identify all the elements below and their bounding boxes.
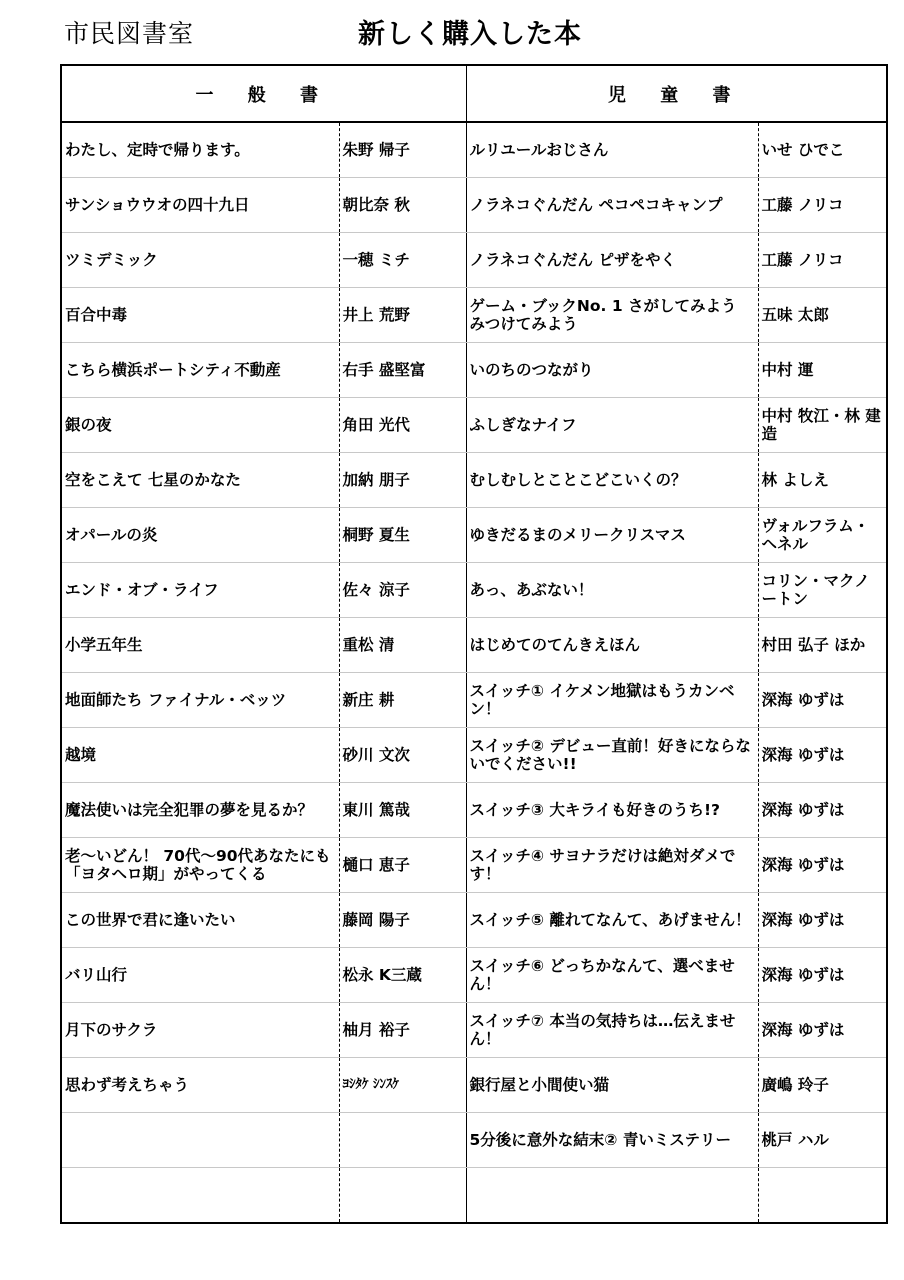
children-book-author: 中村 運 <box>758 343 887 398</box>
children-book-title: スイッチ⑥ どっちかなんて、選べません！ <box>466 948 758 1003</box>
table-row <box>61 233 887 288</box>
table-row <box>61 1003 887 1058</box>
children-book-title: むしむしとことこどこいくの？ <box>466 453 758 508</box>
children-book-title: ルリユールおじさん <box>466 122 758 178</box>
children-book-author: 桃戸 ハル <box>758 1113 887 1168</box>
children-book-author: コリン・マクノートン <box>758 563 887 618</box>
general-book-title: 地面師たち ファイナル・ベッツ <box>61 673 339 728</box>
general-book-author: 佐々 涼子 <box>339 563 466 618</box>
children-book-author: 中村 牧江・林 建造 <box>758 398 887 453</box>
general-book-title: わたし、定時で帰ります。 <box>61 122 339 178</box>
general-book-author: 右手 盛堅富 <box>339 343 466 398</box>
book-list-table <box>60 64 888 1224</box>
children-book-title <box>466 1168 758 1224</box>
general-book-title: 小学五年生 <box>61 618 339 673</box>
page-title: 新しく購入した本 <box>358 19 582 50</box>
library-name: 市民図書室 <box>64 19 195 48</box>
general-book-author: 砂川 文次 <box>339 728 466 783</box>
general-book-title <box>61 1168 339 1224</box>
children-book-author: いせ ひでこ <box>758 122 887 178</box>
general-book-author: 角田 光代 <box>339 398 466 453</box>
general-book-title: 魔法使いは完全犯罪の夢を見るか？ <box>61 783 339 838</box>
children-book-title: ふしぎなナイフ <box>466 398 758 453</box>
children-book-title: ゆきだるまのメリークリスマス <box>466 508 758 563</box>
general-book-title <box>61 1113 339 1168</box>
general-book-author: 新庄 耕 <box>339 673 466 728</box>
table-row <box>61 673 887 728</box>
children-book-author <box>758 1168 887 1224</box>
children-book-title: スイッチ⑦ 本当の気持ちは…伝えません！ <box>466 1003 758 1058</box>
children-book-author: 深海 ゆずは <box>758 948 887 1003</box>
table-row <box>61 1113 887 1168</box>
general-book-author: 朱野 帰子 <box>339 122 466 178</box>
children-book-title: ノラネコぐんだん ピザをやく <box>466 233 758 288</box>
general-book-title: サンショウウオの四十九日 <box>61 178 339 233</box>
children-book-title: 銀行屋と小間使い猫 <box>466 1058 758 1113</box>
general-book-title: 百合中毒 <box>61 288 339 343</box>
table-row <box>61 178 887 233</box>
children-book-author: 深海 ゆずは <box>758 838 887 893</box>
children-book-author: 深海 ゆずは <box>758 893 887 948</box>
children-book-author: 深海 ゆずは <box>758 728 887 783</box>
children-book-author: 村田 弘子 ほか <box>758 618 887 673</box>
children-book-title: スイッチ④ サヨナラだけは絶対ダメです！ <box>466 838 758 893</box>
general-book-author: 東川 篤哉 <box>339 783 466 838</box>
children-books-header: 児 童 書 <box>466 65 887 122</box>
table-row <box>61 893 887 948</box>
children-book-author: 五味 太郎 <box>758 288 887 343</box>
general-book-author: 桐野 夏生 <box>339 508 466 563</box>
children-book-author: 深海 ゆずは <box>758 673 887 728</box>
table-row <box>61 343 887 398</box>
table-header-row <box>61 65 887 122</box>
general-book-title: バリ山行 <box>61 948 339 1003</box>
general-book-author: 加納 朋子 <box>339 453 466 508</box>
general-book-title: こちら横浜ポートシティ不動産 <box>61 343 339 398</box>
general-book-author: 松永 K三蔵 <box>339 948 466 1003</box>
children-book-title: いのちのつながり <box>466 343 758 398</box>
general-book-author: 樋口 恵子 <box>339 838 466 893</box>
table-row <box>61 563 887 618</box>
children-book-title: スイッチ③ 大キライも好きのうち!? <box>466 783 758 838</box>
general-book-author <box>339 1168 466 1224</box>
children-book-title: あっ、あぶない！ <box>466 563 758 618</box>
table-row <box>61 618 887 673</box>
table-row <box>61 453 887 508</box>
children-book-author: 工藤 ノリコ <box>758 178 887 233</box>
general-book-title: 思わず考えちゃう <box>61 1058 339 1113</box>
general-book-title: オパールの炎 <box>61 508 339 563</box>
general-book-title: 空をこえて 七星のかなた <box>61 453 339 508</box>
general-book-title: 老～いどん！ 70代～90代あなたにも「ヨタヘロ期」がやってくる <box>61 838 339 893</box>
general-book-title: 銀の夜 <box>61 398 339 453</box>
general-book-author: 井上 荒野 <box>339 288 466 343</box>
general-book-title: 月下のサクラ <box>61 1003 339 1058</box>
general-books-header: 一 般 書 <box>61 65 466 122</box>
children-book-title: スイッチ① イケメン地獄はもうカンベン！ <box>466 673 758 728</box>
children-book-title: ゲーム・ブックNo. 1 さがしてみよう みつけてみよう <box>466 288 758 343</box>
general-book-title: エンド・オブ・ライフ <box>61 563 339 618</box>
children-book-title: ノラネコぐんだん ペコペコキャンプ <box>466 178 758 233</box>
table-row <box>61 398 887 453</box>
table-row <box>61 783 887 838</box>
children-book-title: はじめてのてんきえほん <box>466 618 758 673</box>
children-book-author: 工藤 ノリコ <box>758 233 887 288</box>
general-book-title: ツミデミック <box>61 233 339 288</box>
children-book-author: 廣嶋 玲子 <box>758 1058 887 1113</box>
table-row <box>61 122 887 178</box>
table-row <box>61 1168 887 1224</box>
children-book-author: 深海 ゆずは <box>758 1003 887 1058</box>
children-book-title: 5分後に意外な結末② 青いミステリー <box>466 1113 758 1168</box>
general-book-author: 藤岡 陽子 <box>339 893 466 948</box>
table-row <box>61 288 887 343</box>
children-book-author: ヴォルフラム・ヘネル <box>758 508 887 563</box>
table-row <box>61 1058 887 1113</box>
general-book-author <box>339 1113 466 1168</box>
general-book-author: 柚月 裕子 <box>339 1003 466 1058</box>
table-row <box>61 838 887 893</box>
general-book-title: 越境 <box>61 728 339 783</box>
general-book-author: 朝比奈 秋 <box>339 178 466 233</box>
general-book-title: この世界で君に逢いたい <box>61 893 339 948</box>
general-book-author: 重松 清 <box>339 618 466 673</box>
children-book-author: 林 よしえ <box>758 453 887 508</box>
children-book-title: スイッチ⑤ 離れてなんて、あげません！ <box>466 893 758 948</box>
children-book-author: 深海 ゆずは <box>758 783 887 838</box>
book-rows <box>61 122 887 1223</box>
general-book-author: ﾖｼﾀｹ ｼﾝｽｹ <box>339 1058 466 1113</box>
children-book-title: スイッチ② デビュー直前！好きにならないでください!! <box>466 728 758 783</box>
table-row <box>61 948 887 1003</box>
table-row <box>61 508 887 563</box>
general-book-author: 一穂 ミチ <box>339 233 466 288</box>
table-row <box>61 728 887 783</box>
